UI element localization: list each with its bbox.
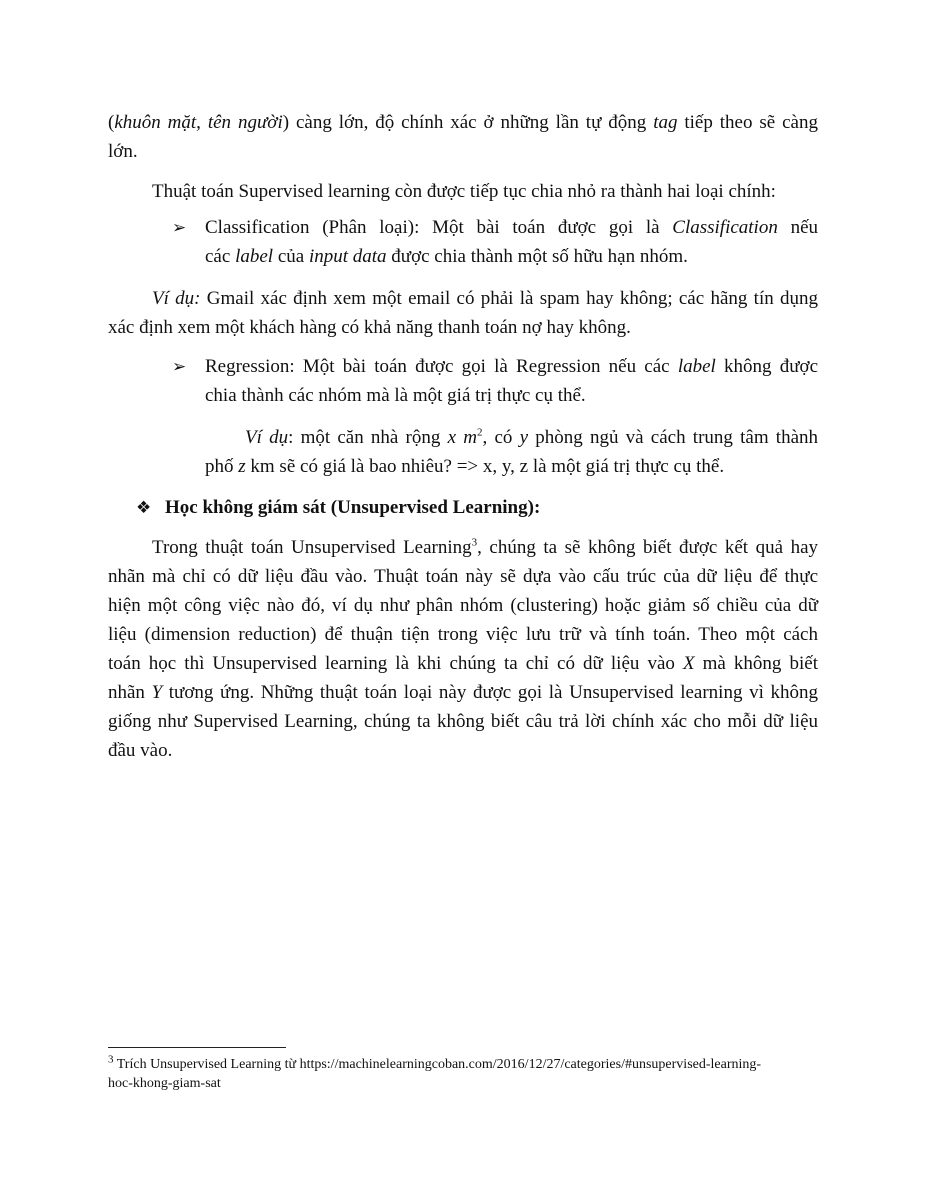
text-span-italic: tag (653, 112, 678, 133)
text-span: tiếp theo sẽ càng (677, 112, 818, 133)
text-span-italic: Classification (672, 217, 778, 238)
superscript: 2 (476, 426, 483, 439)
math-var: m (463, 427, 477, 448)
arrow-bullet-icon: ➢ (172, 218, 187, 238)
text-span: phố (205, 456, 239, 477)
text-span: Trong thuật toán Unsupervised Learning (152, 537, 472, 558)
text-span: Gmail xác định xem một email có phải là spam hay không; các hãng tín dụng (200, 288, 818, 309)
example-line (245, 424, 818, 452)
math-var: X (682, 653, 695, 674)
text-span-italic: khuôn mặt, tên người (114, 112, 283, 133)
text-span: Classification (Phân loại): Một bài toán được gọi là (205, 217, 673, 238)
paragraph-line: lớn. (108, 141, 138, 162)
paragraph-line: đầu vào. (108, 740, 173, 761)
example-line (205, 453, 724, 481)
footnote-number: 3 (108, 1053, 114, 1066)
paragraph-line (108, 679, 818, 707)
text-span: phòng ngủ và cách trung tâm thành (528, 427, 819, 448)
math-var: Y (151, 682, 163, 703)
text-span: được chia thành một số hữu hạn nhóm. (386, 246, 688, 267)
text-span: Regression: Một bài toán được gọi là Regression nếu các (205, 356, 678, 377)
bullet-line: chia thành các nhóm mà là một giá trị thực cụ thể. (205, 385, 586, 406)
bullet-line (205, 243, 688, 271)
text-span: của (273, 246, 309, 267)
text-span: , có (482, 427, 520, 448)
paragraph-line: Thuật toán Supervised learning còn được tiếp tục chia nhỏ ra thành hai loại chính: (152, 181, 776, 202)
text-span: km sẽ có giá là bao nhiêu? => x, y, z là một giá trị thực cụ thể. (245, 456, 725, 477)
text-span: không được (715, 356, 819, 377)
paragraph-line: liệu (dimension reduction) để thuận tiện trong việc lưu trữ và tính toán. Theo một cách (108, 624, 818, 645)
paragraph-line (152, 534, 818, 562)
text-span: tương ứng. Những thuật toán loại này được gọi là Unsupervised learning vì không (162, 682, 818, 703)
text-span: nếu (777, 217, 818, 238)
text-span: các (205, 246, 236, 267)
bullet-line (205, 353, 818, 381)
paragraph-line: hiện một công việc nào đó, ví dụ như phân nhóm (clustering) hoặc giảm số chiều của dữ (108, 595, 818, 616)
text-span-italic: label (235, 246, 274, 267)
text-span: : một căn nhà rộng (288, 427, 448, 448)
bullet-line (205, 214, 818, 242)
example-label: Ví dụ: (152, 288, 201, 309)
example-label: Ví dụ (245, 427, 289, 448)
text-span: ( (108, 112, 115, 133)
text-span: , chúng ta sẽ không biết được kết quả hay (477, 537, 818, 558)
text-span-italic: label (677, 356, 716, 377)
footnote-ref: 3 (471, 536, 478, 549)
paragraph-line: giống như Supervised Learning, chúng ta không biết câu trả lời chính xác cho mỗi dữ liệu (108, 711, 818, 732)
text-span: ) càng lớn, độ chính xác ở những lần tự động (282, 112, 654, 133)
text-span: mà không biết (694, 653, 819, 674)
text-span-italic: input data (308, 246, 387, 267)
text-span: nhãn (108, 682, 152, 703)
footnote-text: Trích Unsupervised Learning từ https://machinelearningcoban.com/2016/12/27/categories/#unsupervised-learning- (113, 1057, 762, 1072)
math-var: x (447, 427, 457, 448)
section-heading: Học không giám sát (Unsupervised Learning): (165, 497, 541, 518)
paragraph-line (108, 109, 818, 137)
math-var: z (238, 456, 246, 477)
example-line: xác định xem một khách hàng có khả năng thanh toán nợ hay không. (108, 317, 631, 338)
footnote-line: hoc-khong-giam-sat (108, 1076, 221, 1091)
example-line (152, 285, 818, 313)
text-span: toán học thì Unsupervised learning là khi chúng ta chỉ có dữ liệu vào (108, 653, 683, 674)
footnote-line (108, 1055, 761, 1074)
arrow-bullet-icon: ➢ (172, 357, 187, 377)
paragraph-line (108, 650, 818, 678)
diamond-bullet-icon: ❖ (136, 498, 152, 518)
paragraph-line: nhãn mà chỉ có dữ liệu đầu vào. Thuật toán này sẽ dựa vào cấu trúc của dữ liệu để thực (108, 566, 818, 587)
footnote-divider (108, 1047, 286, 1048)
math-var: y (519, 427, 529, 448)
